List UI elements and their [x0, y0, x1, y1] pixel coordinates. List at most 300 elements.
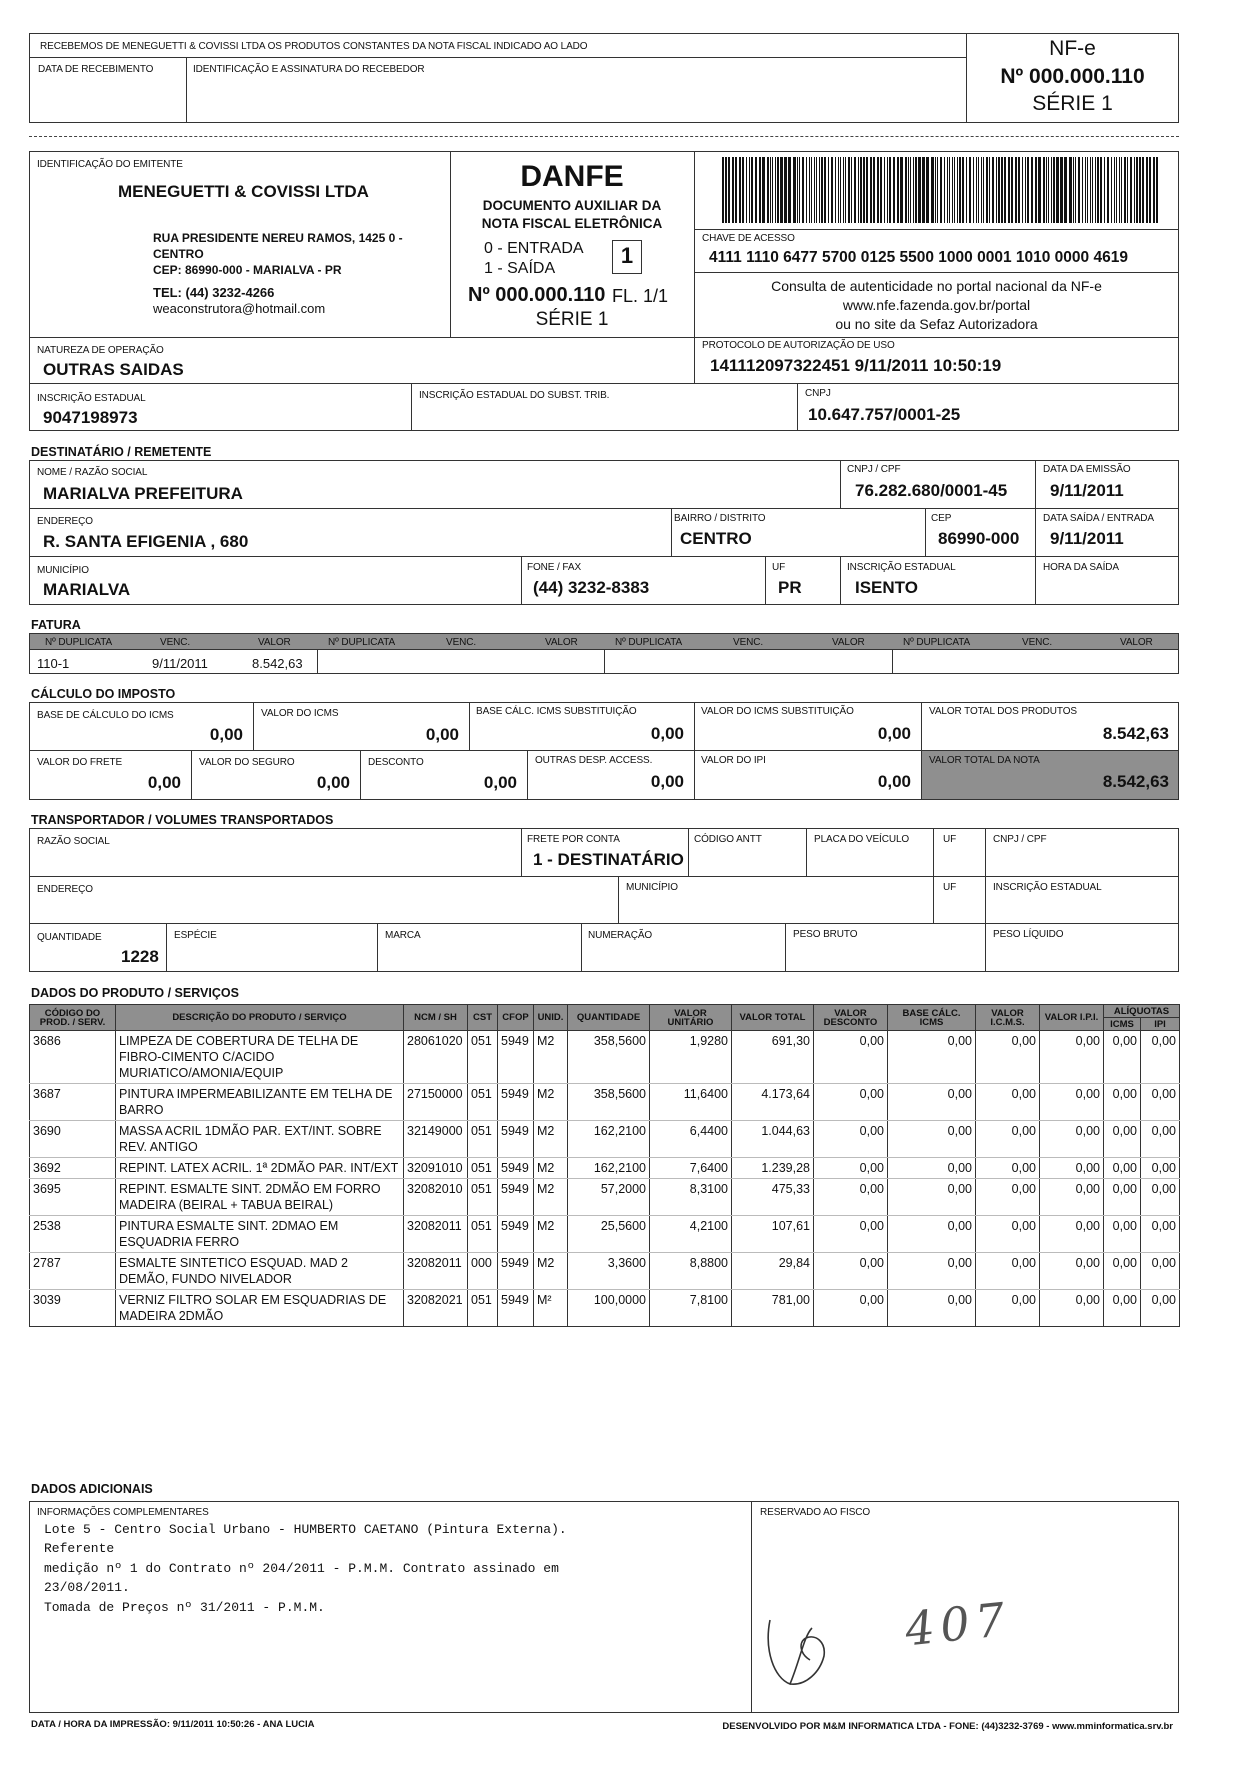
barcode-bar	[1090, 157, 1091, 223]
barcode-bar	[858, 157, 859, 223]
emitente-label: IDENTIFICAÇÃO DO EMITENTE	[37, 159, 183, 170]
cell-ncm: 32149000	[404, 1121, 468, 1158]
barcode-bar	[1100, 157, 1102, 223]
transp-qtd: 1228	[121, 947, 159, 966]
cell-codigo: 2538	[30, 1216, 116, 1253]
barcode-bar	[784, 157, 787, 223]
cell-aicms: 0,00	[1104, 1031, 1141, 1084]
cell-vtotal: 691,30	[732, 1031, 814, 1084]
cell-codigo: 3039	[30, 1290, 116, 1327]
transp-ie-label: INSCRIÇÃO ESTADUAL	[993, 882, 1102, 893]
cell-codigo: 2787	[30, 1253, 116, 1290]
col-cfop: CFOP	[498, 1005, 534, 1031]
dest-emissao: 9/11/2011	[1050, 481, 1124, 500]
dest-hora-label: HORA DA SAÍDA	[1043, 562, 1119, 573]
barcode-bar	[992, 157, 994, 223]
cell-vicms: 0,00	[976, 1121, 1040, 1158]
cell-vdesc: 0,00	[814, 1290, 888, 1327]
dest-cep-label: CEP	[931, 513, 952, 524]
barcode-bar	[1156, 157, 1158, 223]
barcode-hline	[694, 229, 1179, 230]
imp-v7	[527, 750, 528, 800]
barcode-bar	[831, 157, 833, 223]
receipt-nfe-label: NF-e	[1049, 37, 1096, 60]
barcode-bar	[900, 157, 903, 223]
cell-unid: M2	[534, 1216, 568, 1253]
basest: 0,00	[650, 724, 684, 743]
fatura-vline3	[892, 649, 893, 674]
dest-hline1	[29, 508, 1179, 509]
cell-aicms: 0,00	[1104, 1216, 1141, 1253]
barcode-bar	[1095, 157, 1096, 223]
emitente-address1: RUA PRESIDENTE NEREU RAMOS, 1425 0 -	[153, 231, 403, 245]
barcode-bar	[989, 157, 990, 223]
transportador-title: TRANSPORTADOR / VOLUMES TRANSPORTADOS	[31, 813, 334, 827]
dest-ie-label: INSCRIÇÃO ESTADUAL	[847, 562, 956, 573]
emitente-address3: CEP: 86990-000 - MARIALVA - PR	[153, 263, 342, 277]
barcode-bar	[824, 157, 826, 223]
barcode-bar	[780, 157, 783, 223]
barcode-bar	[1073, 157, 1074, 223]
imp-v1	[253, 702, 254, 750]
transp-razao-label: RAZÃO SOCIAL	[37, 836, 110, 847]
barcode-bar	[806, 157, 807, 223]
barcode-bar	[828, 157, 829, 223]
barcode-bar	[1018, 157, 1020, 223]
cell-vipi: 0,00	[1040, 1121, 1104, 1158]
transp-frete-label: FRETE POR CONTA	[527, 834, 620, 845]
consulta-line1: Consulta de autenticidade no portal nacional da NF-e	[771, 278, 1102, 294]
dest-uf-label: UF	[772, 562, 786, 573]
barcode-bar	[1027, 157, 1029, 223]
fatura-h6: VALOR	[545, 637, 578, 648]
barcode-bar	[809, 157, 810, 223]
col-unid: UNID.	[534, 1005, 568, 1031]
footer-developer: DESENVOLVIDO POR M&M INFORMATICA LTDA - FONE: (44)3232-3769 - www.mminformatica.srv.br	[722, 1721, 1173, 1732]
cell-ncm: 32082021	[404, 1290, 468, 1327]
transp-v1	[521, 828, 522, 876]
cell-vtotal: 107,61	[732, 1216, 814, 1253]
base-icms-label: BASE DE CÁLCULO DO ICMS	[37, 710, 174, 721]
transp-frete: 1 - DESTINATÁRIO	[533, 850, 684, 869]
table-row	[30, 1179, 1180, 1216]
barcode-bar	[983, 157, 984, 223]
transp-v5	[985, 828, 986, 923]
cell-aicms: 0,00	[1104, 1253, 1141, 1290]
cell-descricao: REPINT. ESMALTE SINT. 2DMÃO EM FORRO MADEIRA (BEIRAL + TABUA BEIRAL)	[116, 1179, 404, 1216]
cell-ncm: 32082011	[404, 1253, 468, 1290]
barcode-bar	[1078, 157, 1080, 223]
danfe-folha: FL. 1/1	[612, 286, 669, 306]
cell-bicms: 0,00	[888, 1179, 976, 1216]
imp-v5	[191, 750, 192, 800]
barcode-bar	[755, 157, 757, 223]
cell-vipi: 0,00	[1040, 1290, 1104, 1327]
barcode-bar	[732, 157, 734, 223]
natureza-value: OUTRAS SAIDAS	[43, 360, 184, 379]
receipt-nfe-number: Nº 000.000.110	[1000, 65, 1145, 88]
barcode-bar	[775, 157, 776, 223]
dest-cnpj: 76.282.680/0001-45	[855, 481, 1008, 500]
barcode-bar	[873, 157, 875, 223]
barcode-bar	[728, 157, 730, 223]
cell-vunit: 8,8800	[650, 1253, 732, 1290]
barcode-bar	[966, 157, 967, 223]
barcode-bar	[770, 157, 771, 223]
frete-label: VALOR DO FRETE	[37, 757, 123, 768]
protocolo-value: 141112097322451 9/11/2011 10:50:19	[710, 356, 1002, 375]
barcode-bar	[1025, 157, 1026, 223]
barcode-bar	[1043, 157, 1045, 223]
table-row	[30, 1158, 1180, 1179]
consulta-line3: ou no site da Sefaz Autorizadora	[835, 316, 1038, 332]
barcode-bar	[1075, 157, 1076, 223]
icms: 0,00	[425, 725, 459, 744]
barcode-bar	[1031, 157, 1033, 223]
iest-label: INSCRIÇÃO ESTADUAL DO SUBST. TRIB.	[419, 390, 610, 401]
barcode-bar	[814, 157, 815, 223]
cell-cfop: 5949	[498, 1179, 534, 1216]
inscricao-divider2	[797, 383, 798, 431]
barcode-bar	[986, 157, 988, 223]
cell-bicms: 0,00	[888, 1290, 976, 1327]
transp-v10	[785, 923, 786, 972]
barcode-bar	[799, 157, 800, 223]
cell-vipi: 0,00	[1040, 1179, 1104, 1216]
cell-aipi: 0,00	[1141, 1084, 1180, 1121]
barcode-bar	[910, 157, 911, 223]
cell-codigo: 3692	[30, 1158, 116, 1179]
cell-cfop: 5949	[498, 1290, 534, 1327]
cell-bicms: 0,00	[888, 1121, 976, 1158]
cell-cfop: 5949	[498, 1121, 534, 1158]
cell-vunit: 7,8100	[650, 1290, 732, 1327]
barcode-bar	[762, 157, 765, 223]
dest-ie: ISENTO	[855, 578, 918, 597]
footer-print-info: DATA / HORA DA IMPRESSÃO: 9/11/2011 10:50:26 - ANA LUCIA	[31, 1719, 315, 1730]
destinatario-title: DESTINATÁRIO / REMETENTE	[31, 445, 212, 459]
fatura-h4: Nº DUPLICATA	[328, 637, 396, 648]
basest-label: BASE CÁLC. ICMS SUBSTITUIÇÃO	[476, 706, 637, 717]
fatura-h11: VENC.	[1022, 637, 1053, 648]
barcode-bar	[870, 157, 872, 223]
cell-aipi: 0,00	[1141, 1253, 1180, 1290]
info-line-5: Tomada de Preços nº 31/2011 - P.M.M.	[44, 1600, 325, 1615]
barcode-bar	[877, 157, 879, 223]
cell-unid: M²	[534, 1290, 568, 1327]
imposto-title: CÁLCULO DO IMPOSTO	[31, 687, 176, 701]
barcode-bar	[866, 157, 868, 223]
handwritten-number: 407	[902, 1591, 1014, 1657]
table-row	[30, 1253, 1180, 1290]
barcode-bar	[860, 157, 862, 223]
barcode-bar	[897, 157, 899, 223]
cell-vunit: 11,6400	[650, 1084, 732, 1121]
barcode-bar	[1038, 157, 1041, 223]
barcode-bar	[845, 157, 846, 223]
desconto-label: DESCONTO	[368, 757, 424, 768]
barcode-bar	[1119, 157, 1120, 223]
barcode-bar	[1035, 157, 1037, 223]
cell-vtotal: 475,33	[732, 1179, 814, 1216]
danfe-subtitle2: NOTA FISCAL ELETRÔNICA	[481, 216, 663, 231]
info-label: INFORMAÇÕES COMPLEMENTARES	[37, 1507, 209, 1518]
barcode-bar	[821, 157, 823, 223]
col-vipi: VALOR I.P.I.	[1040, 1005, 1104, 1031]
fatura-dup: 110-1	[37, 656, 70, 671]
cell-vicms: 0,00	[976, 1084, 1040, 1121]
barcode-bar	[1146, 157, 1148, 223]
danfe-tipo: 1	[620, 243, 634, 268]
cell-aicms: 0,00	[1104, 1084, 1141, 1121]
transp-bruto-label: PESO BRUTO	[793, 929, 858, 940]
cell-aipi: 0,00	[1141, 1031, 1180, 1084]
cell-cst: 051	[468, 1084, 498, 1121]
totnota-label: VALOR TOTAL DA NOTA	[929, 755, 1040, 766]
barcode-bar	[1022, 157, 1023, 223]
fatura-h10: Nº DUPLICATA	[903, 637, 971, 648]
cell-qtd: 358,5600	[568, 1031, 650, 1084]
cell-aicms: 0,00	[1104, 1121, 1141, 1158]
danfe-title: DANFE	[520, 160, 624, 193]
barcode-bar	[1004, 157, 1006, 223]
barcode-bar	[835, 157, 836, 223]
transp-cnpj-label: CNPJ / CPF	[993, 834, 1047, 845]
consulta-line2: www.nfe.fazenda.gov.br/portal	[842, 297, 1031, 313]
cell-vtotal: 1.239,28	[732, 1158, 814, 1179]
barcode-bar	[854, 157, 856, 223]
cell-bicms: 0,00	[888, 1031, 976, 1084]
cut-line	[29, 136, 1179, 137]
transp-especie-label: ESPÉCIE	[174, 930, 217, 941]
barcode-bar	[918, 157, 921, 223]
dest-municipio: MARIALVA	[43, 580, 131, 599]
fatura-title: FATURA	[31, 618, 81, 632]
cell-vdesc: 0,00	[814, 1158, 888, 1179]
cell-codigo: 3686	[30, 1031, 116, 1084]
inscricao-divider1	[411, 383, 412, 431]
barcode-bar	[1082, 157, 1083, 223]
barcode-bar	[767, 157, 769, 223]
chave-value: 4111 1110 6477 5700 0125 5500 1000 0001 1010 0000 4619	[709, 249, 1128, 266]
barcode-bar	[816, 157, 817, 223]
cell-bicms: 0,00	[888, 1158, 976, 1179]
receipt-hline	[29, 57, 966, 58]
cell-cfop: 5949	[498, 1216, 534, 1253]
transp-h2	[29, 923, 1179, 924]
barcode-bar	[884, 157, 885, 223]
cell-bicms: 0,00	[888, 1084, 976, 1121]
handwritten-initials	[760, 1600, 870, 1690]
cell-codigo: 3695	[30, 1179, 116, 1216]
barcode-bar	[957, 157, 958, 223]
barcode-bar	[1107, 157, 1109, 223]
transp-uf-label: UF	[943, 834, 957, 845]
cell-cst: 051	[468, 1031, 498, 1084]
cell-qtd: 162,2100	[568, 1158, 650, 1179]
natureza-row	[29, 337, 1179, 384]
barcode-bar	[913, 157, 914, 223]
barcode-bar	[947, 157, 948, 223]
barcode-bar	[1136, 157, 1138, 223]
barcode-bar	[935, 157, 936, 223]
cell-cst: 000	[468, 1253, 498, 1290]
cell-vicms: 0,00	[976, 1290, 1040, 1327]
adicionais-divider	[751, 1501, 752, 1713]
barcode-bar	[954, 157, 955, 223]
barcode-bar	[1104, 157, 1105, 223]
cell-qtd: 25,5600	[568, 1216, 650, 1253]
barcode-bar	[802, 157, 804, 223]
barcode-bar	[998, 157, 1000, 223]
frete: 0,00	[147, 773, 181, 792]
cell-cst: 051	[468, 1158, 498, 1179]
transp-marca-label: MARCA	[385, 930, 421, 941]
dest-bairro: CENTRO	[680, 529, 752, 548]
cell-vunit: 7,6400	[650, 1158, 732, 1179]
cell-qtd: 100,0000	[568, 1290, 650, 1327]
emitente-phone: TEL: (44) 3232-4266	[153, 285, 275, 300]
cell-bicms: 0,00	[888, 1253, 976, 1290]
cell-cfop: 5949	[498, 1253, 534, 1290]
cell-descricao: MASSA ACRIL 1DMÃO PAR. EXT/INT. SOBRE REV. ANTIGO	[116, 1121, 404, 1158]
table-row	[30, 1290, 1180, 1327]
fatura-vline1	[317, 649, 318, 674]
dest-fone: (44) 3232-8383	[533, 578, 650, 597]
fisco-label: RESERVADO AO FISCO	[760, 1507, 871, 1518]
cell-vicms: 0,00	[976, 1158, 1040, 1179]
fatura-h1: Nº DUPLICATA	[45, 637, 113, 648]
barcode-bar	[1116, 157, 1117, 223]
cell-vipi: 0,00	[1040, 1084, 1104, 1121]
col-vtotal: VALOR TOTAL	[732, 1005, 814, 1031]
barcode-bar	[978, 157, 979, 223]
barcode-bar	[777, 157, 779, 223]
cell-descricao: REPINT. LATEX ACRIL. 1ª 2DMÃO PAR. INT/EXT	[116, 1158, 404, 1179]
outras-label: OUTRAS DESP. ACCESS.	[535, 755, 653, 766]
barcode-bar	[981, 157, 982, 223]
dest-saida-label: DATA SAÍDA / ENTRADA	[1043, 513, 1154, 524]
cell-ncm: 32082010	[404, 1179, 468, 1216]
barcode-bar	[1085, 157, 1086, 223]
cell-ncm: 32091010	[404, 1158, 468, 1179]
col-descricao: DESCRIÇÃO DO PRODUTO / SERVIÇO	[116, 1005, 404, 1031]
cell-qtd: 3,3600	[568, 1253, 650, 1290]
fatura-vline2	[604, 649, 605, 674]
barcode-bar	[1053, 157, 1055, 223]
protocolo-label: PROTOCOLO DE AUTORIZAÇÃO DE USO	[702, 340, 895, 351]
col-bicms: BASE CÁLC. ICMS	[888, 1005, 976, 1031]
cell-aipi: 0,00	[1141, 1121, 1180, 1158]
barcode-bar	[1114, 157, 1115, 223]
barcode-bar	[880, 157, 882, 223]
transp-endereco-label: ENDEREÇO	[37, 884, 93, 895]
dest-vline-ie	[840, 556, 841, 605]
cell-vtotal: 781,00	[732, 1290, 814, 1327]
cell-unid: M2	[534, 1084, 568, 1121]
barcode-bar	[735, 157, 737, 223]
barcode-bar	[749, 157, 750, 223]
cell-vtotal: 29,84	[732, 1253, 814, 1290]
cell-unid: M2	[534, 1158, 568, 1179]
adicionais-title: DADOS ADICIONAIS	[31, 1482, 153, 1496]
dest-municipio-label: MUNICÍPIO	[37, 565, 89, 576]
barcode-bar	[788, 157, 791, 223]
fatura-h9: VALOR	[832, 637, 865, 648]
barcode-bar	[1134, 157, 1135, 223]
barcode-bar	[893, 157, 895, 223]
barcode-bar	[725, 157, 727, 223]
barcode-bar	[996, 157, 997, 223]
col-ncm: NCM / SH	[404, 1005, 468, 1031]
fatura-h2: VENC.	[160, 637, 191, 648]
cell-vdesc: 0,00	[814, 1216, 888, 1253]
chave-hline	[694, 272, 1179, 273]
cnpj-emitente-value: 10.647.757/0001-25	[808, 405, 961, 424]
barcode-bar	[793, 157, 796, 223]
cell-cfop: 5949	[498, 1031, 534, 1084]
cell-cfop: 5949	[498, 1158, 534, 1179]
transp-numeracao-label: NUMERAÇÃO	[588, 930, 653, 941]
fatura-h12: VALOR	[1120, 637, 1153, 648]
imp-v3	[694, 702, 695, 800]
fatura-h7: Nº DUPLICATA	[615, 637, 683, 648]
cell-unid: M2	[534, 1253, 568, 1290]
barcode-bar	[1130, 157, 1132, 223]
receipt-signature-label: IDENTIFICAÇÃO E ASSINATURA DO RECEBEDOR	[193, 64, 425, 75]
receipt-nfe-serie: SÉRIE 1	[1032, 92, 1113, 115]
cell-vipi: 0,00	[1040, 1158, 1104, 1179]
imp-v2	[469, 702, 470, 750]
barcode-bar	[751, 157, 753, 223]
cell-vicms: 0,00	[976, 1179, 1040, 1216]
barcode-bar	[843, 157, 844, 223]
barcode-bar	[1149, 157, 1151, 223]
dest-vline-right	[1035, 460, 1036, 605]
icmsst: 0,00	[877, 724, 911, 743]
barcode-bar	[973, 157, 974, 223]
cell-vunit: 4,2100	[650, 1216, 732, 1253]
barcode-bar	[811, 157, 812, 223]
barcode-bar	[1048, 157, 1049, 223]
transp-v4	[933, 828, 934, 923]
barcode-bar	[1064, 157, 1067, 223]
transp-v11	[985, 923, 986, 972]
dest-nome-label: NOME / RAZÃO SOCIAL	[37, 467, 148, 478]
cell-cst: 051	[468, 1121, 498, 1158]
cell-unid: M2	[534, 1121, 568, 1158]
ipi: 0,00	[877, 772, 911, 791]
seguro-label: VALOR DO SEGURO	[199, 757, 295, 768]
barcode-bar	[848, 157, 850, 223]
barcode-bar	[1056, 157, 1059, 223]
barcode	[722, 157, 1160, 223]
cell-descricao: LIMPEZA DE COBERTURA DE TELHA DE FIBRO-CIMENTO C/ACIDO MURIATICO/AMONIA/EQUIP	[116, 1031, 404, 1084]
barcode-bar	[746, 157, 747, 223]
cell-cfop: 5949	[498, 1084, 534, 1121]
barcode-bar	[838, 157, 839, 223]
emitente-email: weaconstrutora@hotmail.com	[153, 301, 326, 316]
cell-qtd: 57,2000	[568, 1179, 650, 1216]
transp-uf2-label: UF	[943, 882, 957, 893]
transp-h1	[29, 876, 1179, 877]
cell-aipi: 0,00	[1141, 1158, 1180, 1179]
barcode-bar	[905, 157, 907, 223]
dest-vline-fone	[521, 556, 522, 605]
barcode-bar	[1046, 157, 1047, 223]
barcode-bar	[1060, 157, 1063, 223]
cell-ncm: 28061020	[404, 1031, 468, 1084]
